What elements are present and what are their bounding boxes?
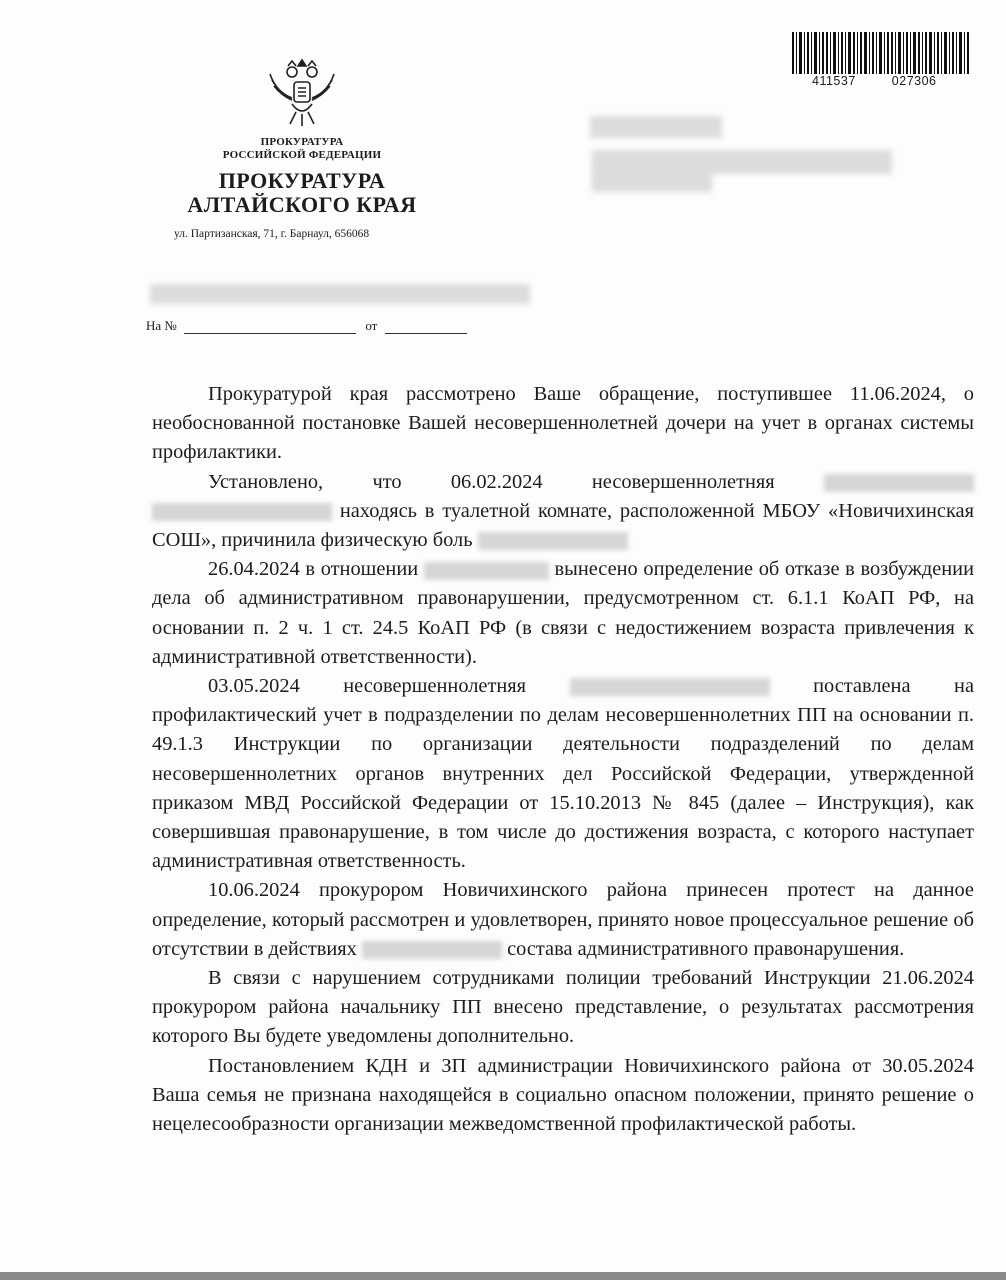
redacted-name [570, 678, 770, 696]
ref-date-field [385, 320, 467, 334]
paragraph-3-part-a: 26.04.2024 в отношении [208, 558, 419, 581]
bottom-edge [0, 1272, 1006, 1280]
paragraph-5-part-b: состава административного правонарушения. [507, 937, 905, 960]
redacted-outgoing-number [150, 284, 530, 304]
paragraph-4-part-a: 03.05.2024 несовершеннолетняя [208, 675, 527, 698]
org-small-line2: РОССИЙСКОЙ ФЕДЕРАЦИИ [222, 149, 382, 161]
barcode-number [812, 74, 937, 88]
redacted-name [424, 562, 549, 580]
org-address: ул. Партизанская, 71, г. Барнаул, 656068 [174, 228, 370, 240]
redacted-name [478, 532, 628, 550]
redacted-name [152, 503, 332, 521]
ref-date-label: от [365, 318, 378, 333]
paragraph-3 [152, 555, 974, 672]
paragraph-7: Постановлением КДН и ЗП администрации Новичихинского района от 30.05.2024 Ваша семья не признана находящейся в социально опасном положении, принято решение о нецелесообразности организации межведомственной профилактической работы. [152, 1054, 974, 1136]
redacted-recipient-line1 [590, 116, 722, 138]
paragraph-2-part-a: Установлено, что 06.02.2024 несовершеннолетняя [208, 470, 775, 493]
paragraph-4-part-b: поставлена на профилактический учет в подразделении по делам несовершеннолетних ПП на основании п. 49.1.3 Инструкции по организации деятельности подразделений по делам несовершеннолетних органов внутренних дел Российской Федерации, утвержденной приказом МВД Российской Федерации от 15.10.2013 № 845 (далее – Инструкция), как совершившая правонарушение, в том числе до достижения возраста, с которого наступает административная ответственность. [152, 675, 974, 873]
ref-number-label: На № [146, 318, 177, 333]
paragraph-3-part-b: вынесено определение об отказе в возбуждении дела об административном правонарушении, предусмотренном ст. 6.1.1 КоАП РФ, на основании п. 2 ч. 1 ст. 24.5 КоАП РФ (в связи с недостижением возраста привлечения к административной ответственности). [152, 558, 974, 668]
paragraph-2-part-b: находясь в туалетной комнате, расположенной МБОУ «Новичихинская СОШ», причинила физическую боль [152, 499, 974, 552]
paragraph-2 [152, 468, 974, 556]
redacted-name [362, 941, 502, 959]
letter-body [152, 380, 974, 1139]
barcode-number-left: 411537 [812, 74, 856, 88]
org-title-line1: ПРОКУРАТУРА [218, 168, 386, 193]
paragraph-6: В связи с нарушением сотрудниками полиции требований Инструкции 21.06.2024 прокурором района начальнику ПП внесено представление, о результатах рассмотрения которого Вы будете уведомлены дополнительно. [152, 967, 974, 1048]
barcode-number-right: 027306 [891, 74, 937, 88]
org-small-line1: ПРОКУРАТУРА [260, 136, 344, 148]
barcode-icon [792, 32, 970, 74]
reference-line [146, 318, 467, 334]
org-title-line2: АЛТАЙСКОГО КРАЯ [187, 192, 417, 217]
paragraph-5 [152, 876, 974, 964]
paragraph-4 [152, 672, 974, 876]
coat-of-arms-icon [262, 52, 342, 132]
redacted-name [824, 474, 974, 492]
paragraph-1: Прокуратурой края рассмотрено Ваше обращение, поступившее 11.06.2024, о необоснованной постановке Вашей несовершеннолетней дочери на учет в органах системы профилактики. [152, 383, 974, 464]
redacted-recipient-line3 [592, 170, 712, 192]
ref-number-field [184, 320, 356, 334]
paragraph-5-part-a: 10.06.2024 прокурором Новичихинского района принесен протест на данное определение, который рассмотрен и удовлетворен, принято новое процессуальное решение об отсутствии в действиях [152, 879, 974, 960]
